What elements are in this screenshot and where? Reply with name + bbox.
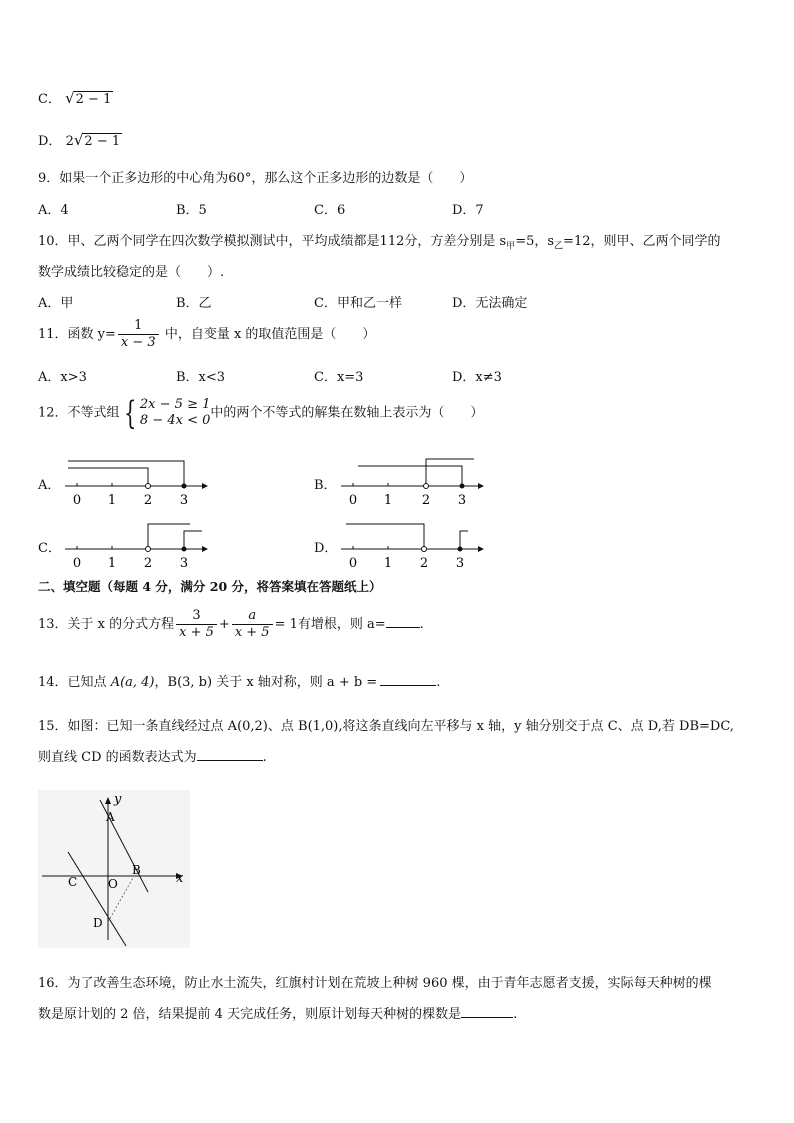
q10-option-d: D．无法确定 [452,296,528,311]
point-b-label: B [132,863,141,877]
q11-option-b: B．x<3 [176,370,226,385]
q8-option-c: C． √2 − 1 [38,89,112,107]
q10-option-c: C．甲和乙一样 [314,296,402,311]
q9-option-d: D．7 [452,203,484,218]
section-heading: 二、填空题（每题 4 分，满分 20 分，将答案填在答题纸上） [38,579,382,594]
answer-blank[interactable] [380,673,436,686]
number-line-d [336,519,486,569]
y-axis-label: y [114,792,122,807]
number-line-a [60,456,210,506]
q13-stem: 13．关于 x 的分式方程 $\frac{3}{x + 5}$ + $\frac{a}{x + 5}$ = 1有增根，则 a= . [38,608,424,640]
tick-label: 0 [72,556,82,569]
tick-label: 2 [419,556,429,569]
point-c-label: C [68,875,78,889]
answer-blank[interactable] [197,748,263,761]
q12-label-d: D． [314,541,338,556]
q12-stem: 12．不等式组 { 2x − 5 ≥ 1 8 − 4x < 0 中的两个不等式的解集在数轴上表示为（ ） [38,394,484,432]
tick-label: 1 [383,556,393,569]
q11-stem: 11．函数 y= $\frac{1}{x - 3}$ 中，自变量 x 的取值范围是（ ） [38,318,376,350]
answer-blank[interactable] [386,615,420,628]
tick-label: 1 [107,556,117,569]
q11-fraction: $\frac{1}{x - 3}$ [118,318,159,351]
tick-label: 1 [107,493,117,506]
q15-coordinate-figure [38,790,190,948]
q13-fraction-1: $\frac{3}{x + 5}$ [176,608,217,641]
q11-option-c: C．x=3 [314,370,364,385]
tick-label: 3 [455,556,465,569]
q12-label-c: C． [38,541,61,556]
number-line-b [336,456,486,506]
q11-option-d: D．x≠3 [452,370,502,385]
tick-label: 0 [72,493,82,506]
q13-fraction-2: $\frac{a}{x + 5}$ [232,608,273,641]
tick-label: 0 [348,493,358,506]
q10-option-b: B．乙 [176,296,212,311]
tick-label: 3 [179,493,189,506]
q9-stem: 9．如果一个正多边形的中心角为60°，那么这个正多边形的边数是（ ） [38,171,473,186]
origin-label: O [108,877,118,891]
q8-option-d: D． 2√2 − 1 [38,131,121,149]
inequality-system: 2x − 5 ≥ 1 8 − 4x < 0 [139,397,211,428]
tick-label: 0 [348,556,358,569]
q14-stem: 14．已知点 A(a, 4)，B(3, b) 关于 x 轴对称，则 a + b = . [38,675,441,690]
q16-stem-line1: 16．为了改善生态环境，防止水土流失，红旗村计划在荒坡上种树 960 棵，由于青年志愿者支援，实际每天种树的棵 [38,976,712,991]
tick-label: 3 [179,556,189,569]
q9-option-b: B．5 [176,203,207,218]
tick-label: 2 [421,493,431,506]
q10-stem-line2: 数学成绩比较稳定的是（ ）. [38,265,225,280]
point-d-label: D [93,916,103,930]
q15-stem-line2: 则直线 CD 的函数表达式为 . [38,750,267,765]
number-line-c [60,519,210,569]
brace-glyph: { [123,394,136,432]
sqrt-sign: √ [73,131,84,149]
tick-label: 2 [143,493,153,506]
q16-stem-line2: 数是原计划的 2 倍，结果提前 4 天完成任务，则原计划每天种树的棵数是 . [38,1007,518,1022]
answer-blank[interactable] [461,1005,513,1018]
x-axis-label: x [176,871,184,886]
q9-option-c: C．6 [314,203,346,218]
q15-stem-line1: 15．如图：已知一条直线经过点 A(0,2)、点 B(1,0),将这条直线向左平移与 x 轴，y 轴分别交于点 C、点 D,若 DB=DC, [38,719,734,734]
tick-label: 3 [457,493,467,506]
q12-label-b: B． [314,478,337,493]
q10-option-a: A．甲 [38,296,74,311]
tick-label: 1 [383,493,393,506]
q10-stem-line1: 10．甲、乙两个同学在四次数学模拟测试中，平均成绩都是112分，方差分别是 $s_甲=5$，$s_乙=12$，则甲、乙两个同学的 [38,234,721,252]
sqrt-sign: √ [65,89,75,107]
q11-option-a: A．x>3 [38,370,87,385]
point-a-label: A [106,810,115,824]
q9-option-a: A．4 [38,203,69,218]
q12-label-a: A． [38,478,61,493]
tick-label: 2 [143,556,153,569]
